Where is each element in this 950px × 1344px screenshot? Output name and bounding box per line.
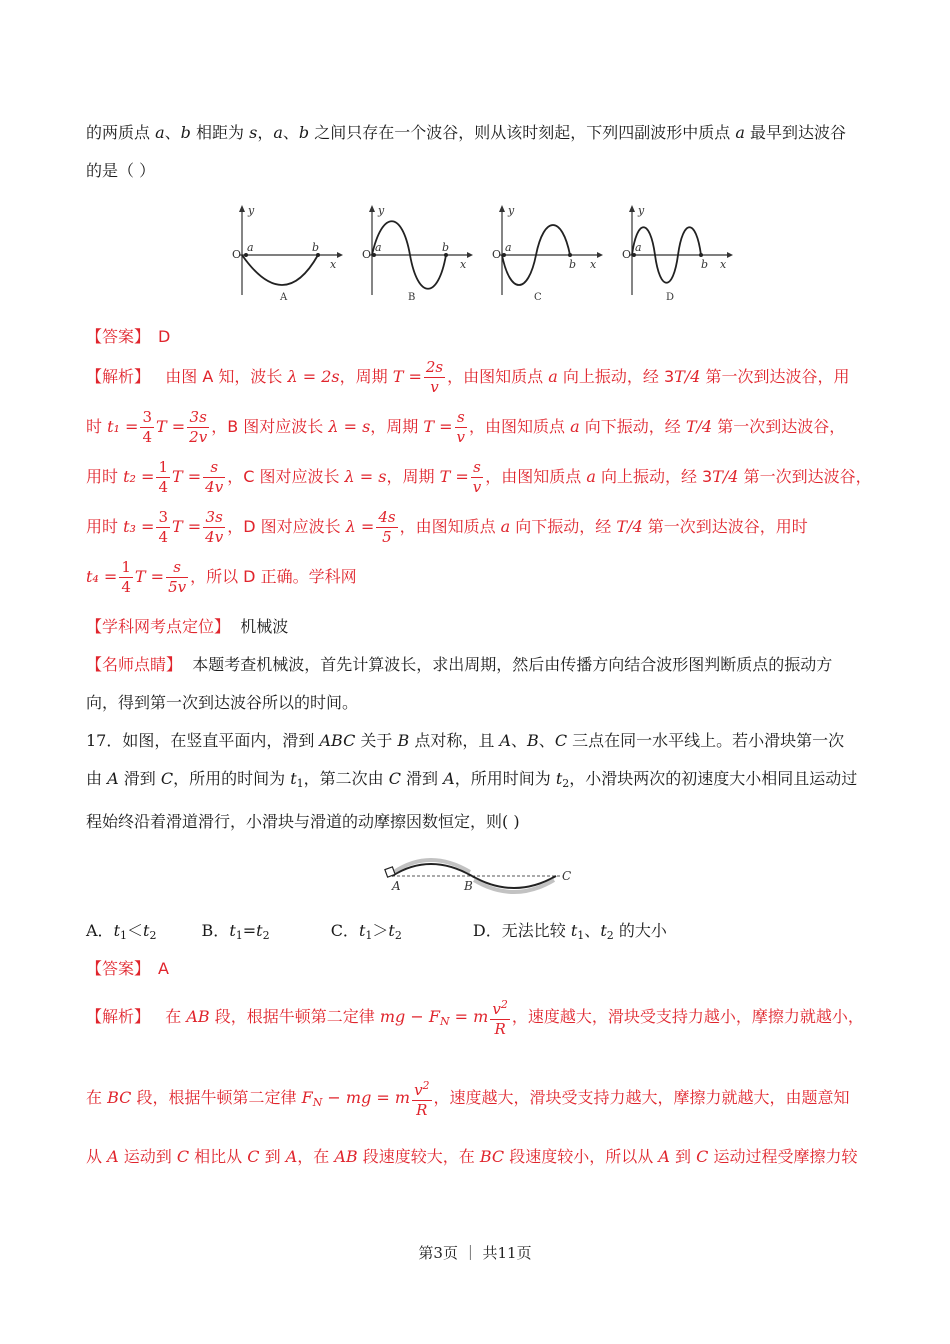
- figure-label-c: C: [534, 292, 542, 303]
- origin-label: O: [362, 248, 372, 261]
- analysis-line-2: 时 t₁ = $\frac{3}{4}$ T = $\frac{3s}{2v}$ ，B 图对应波长 λ = s，周期 T = $\frac{s}{v}$ ，由图知质点 a 向下振动，经 T/4 第一次到达波谷，: [86, 408, 846, 446]
- fraction: $\frac{3s}{4v}$: [205, 508, 224, 546]
- q17-analysis-line-3: 从 A 运动到 C 相比从 C 到 A，在 AB 段速度较大，在 BC 段速度较小，所以从 A 到 C 运动过程受摩擦力较: [86, 1147, 858, 1166]
- q16-teacher-tip: 【名师点睛】 本题考查机械波，首先计算波长，求出周期，然后由传播方向结合波形图判断质点的振动方 向，得到第一次到达波谷所以的时间。: [86, 655, 833, 712]
- fraction: $\frac{s}{v}$: [456, 408, 466, 446]
- axis-x-label: x: [460, 258, 467, 271]
- q17-stem: 17．如图，在竖直平面内，滑到 ABC 关于 B 点对称，且 A、B、C 三点在同一水平线上。若小滑块第一次 由 A 滑到 C，所用的时间为 $t_1$，第二次由 C 滑到 A，所用时间为 $t_2$，小滑块两次的初速度大小相同且运动过 程始终沿着滑道滑行，小滑块与滑道的动摩擦因数恒定，则( ): [86, 731, 858, 831]
- fraction: $\frac{3}{4}$: [158, 508, 168, 546]
- q17-track-figure: [380, 852, 580, 902]
- point-b-label: B: [464, 879, 473, 893]
- q17-analysis: [86, 990, 886, 1184]
- q16-key-point: 【学科网考点定位】 机械波: [86, 617, 289, 636]
- option-d[interactable]: D．无法比较 $t_1$、$t_2$ 的大小: [472, 921, 667, 942]
- figure-label-b: B: [408, 292, 416, 303]
- origin-label: O: [622, 248, 632, 261]
- axis-x-label: x: [330, 258, 337, 271]
- q17-answer: 【答案】 A: [86, 959, 169, 978]
- point-b-label: b: [701, 258, 709, 271]
- waveform-figure-d: [622, 204, 733, 303]
- origin-label: O: [492, 248, 502, 261]
- point-b-label: b: [442, 241, 450, 254]
- fraction: $\frac{3s}{2v}$: [189, 408, 208, 446]
- point-c-label: C: [562, 869, 572, 883]
- answer-value: D: [158, 327, 171, 346]
- waveform-figure-c: [492, 204, 603, 303]
- axis-x-label: x: [720, 258, 727, 271]
- option-c[interactable]: C．$t_1>t_2$: [330, 921, 402, 942]
- point-a-label: A: [392, 879, 401, 893]
- point-a-label: a: [635, 241, 642, 254]
- point-a-label: a: [247, 241, 254, 254]
- point-b-label: b: [312, 241, 320, 254]
- figure-label-a: A: [280, 292, 288, 303]
- point-a-label: a: [505, 241, 512, 254]
- answer-tag: 【答案】: [86, 327, 151, 346]
- q16-stem-line2: 的是（ ）: [86, 161, 156, 180]
- axis-y-label: y: [508, 204, 515, 217]
- fraction: $\frac{v^2}{R}$: [492, 997, 508, 1038]
- fraction: $\frac{2s}{v}$: [425, 358, 444, 396]
- analysis-line-1: 【解析】 由图 A 知，波长 λ = 2s，周期 T = $\frac{2s}{v}$ ，由图知质点 a 向上振动，经 3T/4 第一次到达波谷，用: [86, 358, 850, 396]
- slider-block: [385, 867, 395, 877]
- q17-analysis-line-1: 【解析】 在 AB 段，根据牛顿第二定律 mg − $F_N = m$ $\frac{v^2}{R}$ ，速度越大，滑块受支持力越小，摩擦力就越小，: [86, 997, 864, 1038]
- axis-y-label: y: [638, 204, 645, 217]
- option-b[interactable]: B．$t_1=t_2$: [201, 921, 270, 942]
- analysis-line-4: 用时 t₃ = $\frac{3}{4}$ T = $\frac{3s}{4v}$ ，D 图对应波长 λ = $\frac{4s}{5}$ ，由图知质点 a 向下振动，经 T/4 第一次到达波谷，用时: [86, 508, 808, 546]
- waveform-figure-b: [362, 204, 473, 303]
- q16-stem-line1: 的两质点 a、b 相距为 s，a、b 之间只存在一个波谷，则从该时刻起，下列四副波形中质点 a 最早到达波谷: [86, 123, 846, 142]
- fraction: $\frac{3}{4}$: [142, 408, 152, 446]
- fraction: $\frac{s}{5v}$: [168, 558, 187, 596]
- fraction: $\frac{1}{4}$: [121, 558, 131, 596]
- q16-answer: [86, 318, 170, 356]
- fraction: $\frac{s}{v}$: [472, 458, 482, 496]
- option-a[interactable]: A．$t_1<t_2$: [86, 921, 157, 942]
- axis-y-label: y: [248, 204, 255, 217]
- q16-waveform-figures: [212, 200, 772, 310]
- fraction: $\frac{v^2}{R}$: [414, 1078, 430, 1119]
- analysis-line-3: 用时 t₂ = $\frac{1}{4}$ T = $\frac{s}{4v}$ ，C 图对应波长 λ = s，周期 T = $\frac{s}{v}$ ，由图知质点 a 向上振动，经 3T/4 第一次到达波谷，: [86, 458, 872, 496]
- waveform-figure-a: [232, 204, 343, 303]
- point-b-label: b: [569, 258, 577, 271]
- q16-analysis: [86, 352, 886, 602]
- fraction: $\frac{1}{4}$: [158, 458, 168, 496]
- axis-x-label: x: [590, 258, 597, 271]
- analysis-line-5: t₄ = $\frac{1}{4}$ T = $\frac{s}{5v}$ ，所以 D 正确。学科网: [86, 558, 357, 596]
- fraction: $\frac{4s}{5}$: [378, 508, 396, 546]
- point-a-label: a: [375, 241, 382, 254]
- figure-label-d: D: [666, 292, 675, 303]
- analysis-tag: 【解析】: [86, 367, 151, 386]
- axis-y-label: y: [378, 204, 385, 217]
- q17-analysis-line-2: 在 BC 段，根据牛顿第二定律 $F_N$ − mg = m $\frac{v^2}{R}$ ，速度越大，滑块受支持力越大，摩擦力就越大，由题意知: [86, 1078, 850, 1119]
- q17-options: [86, 912, 667, 955]
- origin-label: O: [232, 248, 242, 261]
- fraction: $\frac{s}{4v}$: [205, 458, 224, 496]
- page-footer: 第3页 ｜ 共11页: [418, 1244, 532, 1262]
